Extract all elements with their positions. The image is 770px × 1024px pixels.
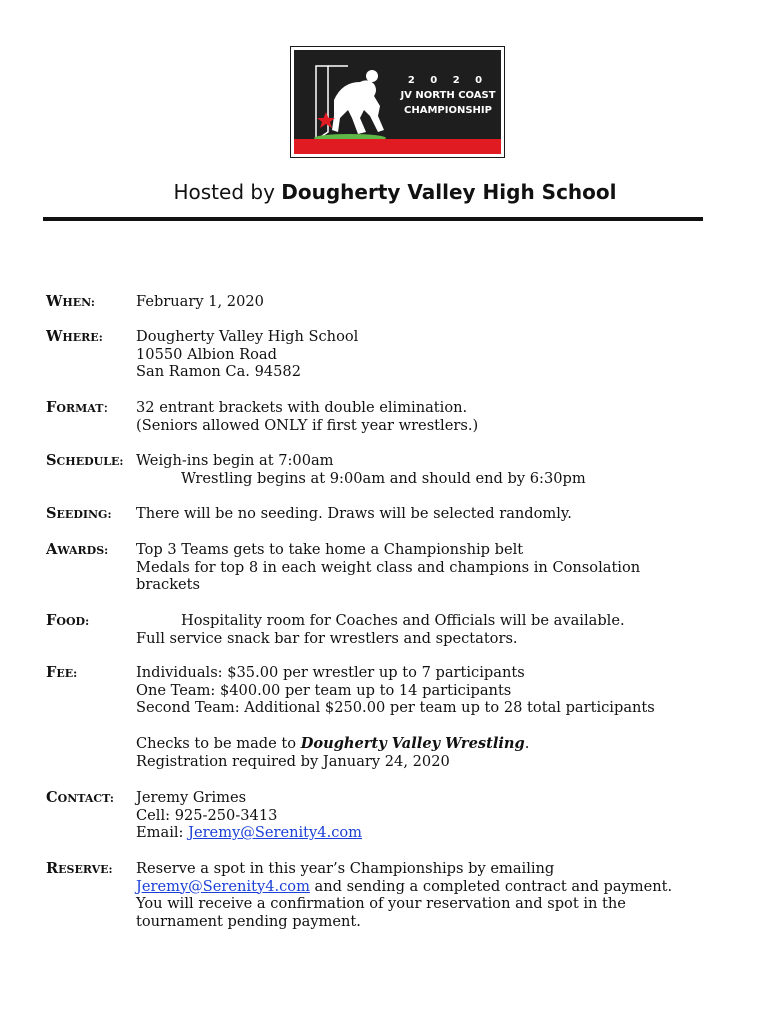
logo-event: JV NORTH COAST xyxy=(400,90,496,101)
header-divider xyxy=(43,217,703,221)
reserve-label: RESERVE: xyxy=(46,860,113,877)
reserve-email-link[interactable]: Jeremy@Serenity4.com xyxy=(136,877,310,895)
logo-panel xyxy=(294,50,501,154)
schedule-label: SCHEDULE: xyxy=(46,452,124,469)
food-label: FOOD: xyxy=(46,612,90,629)
logo-championship: CHAMPIONSHIP xyxy=(404,105,492,116)
logo-text xyxy=(398,73,498,118)
awards-label: AWARDS: xyxy=(46,541,109,558)
logo-year: 2 0 2 0 xyxy=(407,75,489,86)
hosted-by-heading xyxy=(0,180,770,204)
fee-value: Individuals: $35.00 per wrestler up to 7 participants One Team: $400.00 per team up to 14 participants Second Team: Additional $250.00 per team up to 28 total participants xyxy=(136,664,655,717)
where-label: WHERE: xyxy=(46,328,103,345)
seeding-label: SEEDING: xyxy=(46,505,112,522)
championship-logo xyxy=(290,46,505,158)
wrestler-silhouette-logo-icon xyxy=(308,60,398,142)
where-value: Dougherty Valley High School 10550 Albion Road San Ramon Ca. 94582 xyxy=(136,328,359,381)
hosted-prefix: Hosted by xyxy=(173,180,275,204)
checks-value: Checks to be made to Dougherty Valley Wrestling. Registration required by January 24, 2020 xyxy=(136,735,530,770)
awards-value: Top 3 Teams gets to take home a Championship belt Medals for top 8 in each weight class and champions in Consolation brackets xyxy=(136,541,641,594)
when-label: WHEN: xyxy=(46,293,95,310)
payee-name: Dougherty Valley Wrestling xyxy=(300,735,525,752)
contact-label: CONTACT: xyxy=(46,789,114,806)
contact-value: Jeremy Grimes Cell: 925-250-3413 Email: Jeremy@Serenity4.com xyxy=(136,789,363,842)
fee-label: FEE: xyxy=(46,664,78,681)
when-value: February 1, 2020 xyxy=(136,293,264,310)
host-school: Dougherty Valley High School xyxy=(281,180,617,204)
schedule-value: Weigh-ins begin at 7:00am Wrestling begins at 9:00am and should end by 6:30pm xyxy=(136,452,586,487)
seeding-value: There will be no seeding. Draws will be selected randomly. xyxy=(136,505,572,522)
logo-red-band xyxy=(294,139,501,154)
format-label: FORMAT: xyxy=(46,399,109,416)
format-value: 32 entrant brackets with double elimination. (Seniors allowed ONLY if first year wrestlers.) xyxy=(136,399,479,434)
contact-email-link[interactable]: Jeremy@Serenity4.com xyxy=(188,824,363,842)
food-value: Hospitality room for Coaches and Officials will be available. Full service snack bar for wrestlers and spectators. xyxy=(136,612,625,647)
reserve-value: Reserve a spot in this year’s Championships by emailing Jeremy@Serenity4.com and sending a completed contract and payment. You will receive a confirmation of your reservation and spot in the tournament pending payment. xyxy=(136,860,673,930)
